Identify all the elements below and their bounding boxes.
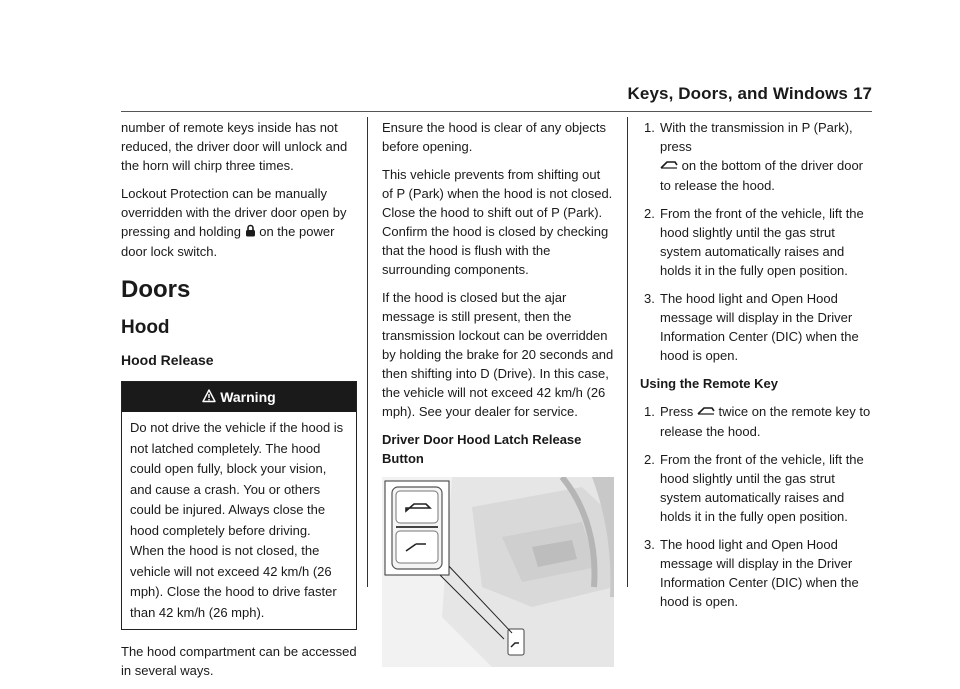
heading-hood: Hood — [121, 317, 170, 339]
paragraph: If the hood is closed but the ajar message is still present, then the transmission lockout can be overridden by holding the brake for 20 seconds and then shifting into D (Drive). In this case, the vehicle will not exceed 42 km/h (26 mph). See your dealer for service. — [382, 290, 614, 419]
paragraph: The hood compartment can be accessed in several ways. — [121, 644, 357, 679]
paragraph: number of remote keys inside has not reduced, the driver door will unlock and the horn will chirp three times. — [121, 120, 348, 173]
paragraph: This vehicle prevents from shifting out of P (Park) when the hood is not closed. Close the hood to shift out of P (Park). Confirm the hood is closed by checking that the hood is flush with the surrounding components. — [382, 167, 613, 277]
column-3 — [640, 118, 876, 620]
subheading-remote-key: Using the Remote Key — [640, 376, 778, 392]
list-item — [640, 118, 876, 195]
list-item — [640, 289, 876, 365]
warning-text: Do not drive the vehicle if the hood is not latched completely. The hood could open fully, block your vision, and cause a crash. You or others could be injured. Always close the hood completely before driving. When the hood is not closed, the vehicle will not exceed 42 km/h (26 mph). Close the hood to drive faster than 42 km/h (26 mph). — [130, 420, 344, 620]
heading-hood-release: Hood Release — [121, 352, 214, 369]
page-header — [0, 84, 960, 112]
step-number: 1. — [644, 120, 655, 135]
text-run: twice on the remote key to release the hood. — [660, 404, 871, 440]
hood-icon — [697, 403, 715, 422]
warning-icon — [202, 383, 216, 413]
step-number: 2. — [644, 452, 655, 468]
warning-header — [122, 382, 356, 412]
heading-doors: Doors — [121, 276, 191, 304]
warning-box — [121, 381, 357, 630]
paragraph — [121, 184, 357, 261]
text-run: From the front of the vehicle, lift the hood slightly until the gas strut system automatically raises and holds it in the fully open position. — [660, 452, 864, 525]
paragraph: Ensure the hood is clear of any objects before opening. — [382, 120, 607, 154]
column-2 — [382, 118, 614, 667]
text-run: on the bottom of the driver door to release the hood. — [660, 158, 864, 194]
text-run: From the front of the vehicle, lift the hood slightly until the gas strut system automatically raises and holds it in the fully open position. — [660, 206, 864, 279]
text-run: The hood light and Open Hood message will display in the Driver Information Center (DIC) when the hood is open. — [660, 537, 859, 610]
column-divider-2 — [627, 117, 628, 587]
list-item — [640, 450, 876, 526]
text-run: on the power door lock switch. — [121, 224, 335, 260]
figure-caption: Driver Door Hood Latch Release Button — [382, 432, 582, 466]
hood-release-button-illustration — [382, 477, 614, 667]
warning-title: Warning — [220, 389, 276, 406]
step-number: 2. — [644, 206, 655, 222]
text-run: The hood light and Open Hood message will display in the Driver Information Center (DIC) when the hood is open. — [660, 291, 859, 364]
column-divider-1 — [367, 117, 368, 587]
page-number: 17 — [853, 84, 872, 103]
step-number: 3. — [644, 537, 655, 553]
step-number: 1. — [644, 404, 655, 420]
step-number: 3. — [644, 291, 655, 307]
list-item — [640, 535, 876, 611]
header-rule — [121, 111, 872, 112]
text-run: With the transmission in P (Park), press — [660, 120, 853, 154]
list-item — [640, 402, 876, 441]
hood-icon — [660, 157, 678, 176]
list-item — [640, 204, 876, 280]
section-title: Keys, Doors, and Windows — [627, 84, 848, 103]
text-run: Lockout Protection can be manually overridden with the driver door open by pressing and holding — [121, 186, 347, 239]
text-run: Press — [660, 404, 694, 420]
remote-key-steps — [640, 402, 876, 611]
column-1 — [121, 118, 357, 689]
hood-release-steps — [640, 118, 876, 365]
lock-icon — [245, 223, 256, 242]
